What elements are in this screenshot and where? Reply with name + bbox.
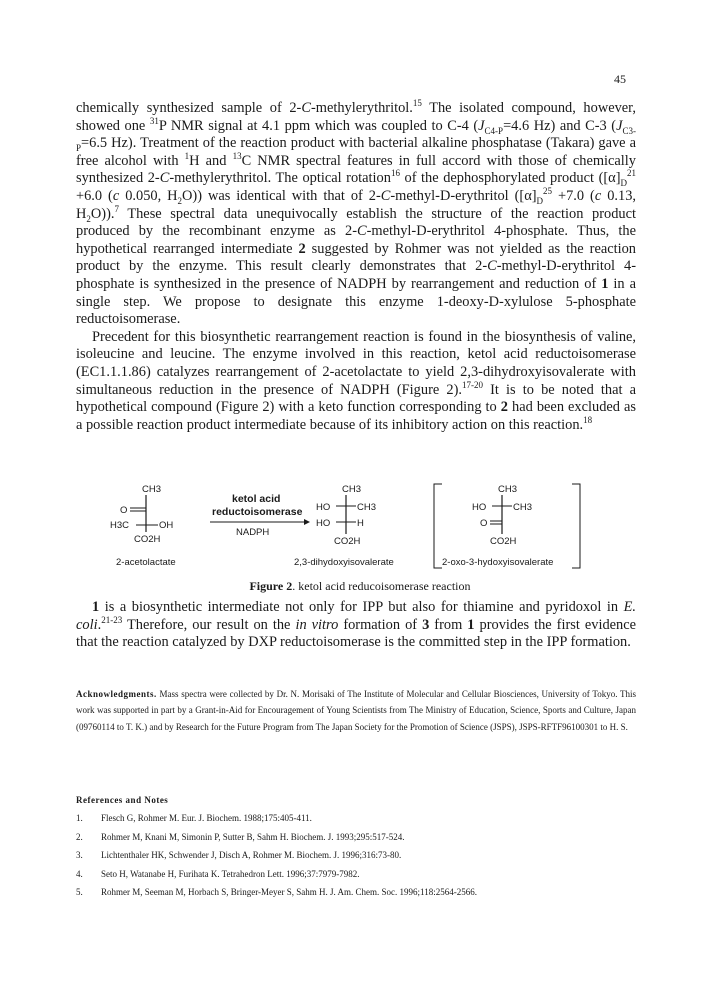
- reference-text: Flesch G, Rohmer M. Eur. J. Biochem. 1988;175:405-411.: [101, 813, 312, 823]
- reaction-scheme-svg: [110, 482, 594, 582]
- text-run: C: [357, 223, 367, 240]
- references-heading: References and Notes: [76, 795, 169, 805]
- label-o: O: [120, 505, 128, 516]
- reference-number: 4.: [76, 868, 83, 879]
- text-run: of the dephosphorylated product ([α]: [399, 170, 621, 187]
- label-ho: HO: [472, 502, 487, 513]
- text-run: O)) was identical with that of 2-: [182, 187, 381, 204]
- text-run: C: [380, 187, 391, 204]
- text-run: -methylerythritol. The optical rotation: [169, 170, 391, 187]
- subscript: D: [620, 178, 627, 189]
- text-run: formation of: [338, 616, 423, 633]
- compound-number: 2: [500, 399, 508, 416]
- compound-number: 3: [422, 616, 430, 633]
- text-run: -methylerythritol.: [310, 100, 413, 116]
- label-h3c: H3C: [110, 520, 130, 531]
- subscript: C4-P: [484, 125, 504, 136]
- label-co2h: CO2H: [134, 534, 161, 545]
- text-run: O)).: [90, 205, 115, 222]
- text-run: C: [301, 100, 311, 116]
- bracket-hypothetical: [434, 484, 580, 568]
- label-ch3-side: CH3: [357, 502, 377, 513]
- text-run: =6.5 Hz). Treatment of the reaction product with bacterial alkaline phosphatase (Takara) gave a free alcohol with: [76, 135, 636, 169]
- text-run: H and: [189, 152, 233, 169]
- reference-item: [76, 846, 636, 865]
- text-run: C NMR spectral features in full accord with those of chemically synthesized 2-: [76, 152, 636, 187]
- figure-caption: [0, 579, 720, 594]
- text-run: from: [429, 616, 468, 633]
- enzyme-name-line1: ketol acid: [232, 493, 281, 505]
- subscript: 2: [177, 195, 183, 206]
- enzyme-name-line2: reductoisomerase: [212, 506, 303, 518]
- figure-caption-text: . ketol acid reducoisomerase reaction: [292, 579, 471, 593]
- text-run: 0.13, H: [76, 187, 636, 222]
- text-run: Therefore, our result on the: [122, 616, 296, 633]
- label-o: O: [480, 518, 488, 529]
- reference-text: Seto H, Watanabe H, Furihata K. Tetrahedron Lett. 1996;37:7979-7982.: [101, 868, 360, 879]
- reference-text: Lichtenthaler HK, Schwender J, Disch A, Rohmer M. Biochem. J. 1996;316:73-80.: [101, 850, 402, 861]
- text-run: It is to be noted that a hypothetical compound (Figure 2) with a keto function corresponding to: [76, 381, 636, 416]
- acknowledgments-heading: Acknowledgments.: [76, 689, 157, 699]
- text-run: is a biosynthetic intermediate not only for IPP but also for thiamine and pyridoxol in: [99, 599, 624, 615]
- label-oh: OH: [159, 520, 174, 531]
- body-text-bottom: [76, 599, 636, 652]
- references: [76, 795, 636, 902]
- superscript: 1: [184, 150, 190, 161]
- text-run: suggested by Rohmer was not yielded as the reaction product by the enzyme. This result clearly demonstrates that 2-: [76, 240, 636, 275]
- label-h: H: [357, 518, 364, 529]
- text-run: The isolated compound, however, showed one: [76, 100, 636, 134]
- label-co2h: CO2H: [334, 536, 361, 547]
- superscript: 13: [232, 150, 242, 161]
- label-ho: HO: [316, 518, 331, 529]
- text-run: had been excluded as a possible reaction product intermediate because of its inhibitory action on this reaction.: [76, 399, 637, 433]
- compound-label-dihydroxyisovalerate: 2,3-dihydoxyisovalerate: [294, 557, 394, 568]
- acknowledgments: [76, 686, 636, 735]
- compound-label-acetolactate: 2-acetolactate: [116, 557, 176, 568]
- text-run: Precedent for this biosynthetic rearrangement reaction is found in the biosynthesis of valine, isoleucine and leucine. The enzyme involved in this reaction, ketol acid reductoisomerase (EC1.1.1.86) catalyzes rearrangement of 2-acetolactate to yield 2,3-dihydroxyisovalerate with simultaneous reduction in the presence of NADPH (Figure 2).: [76, 328, 636, 398]
- text-run: 0.050, H: [119, 187, 178, 204]
- reference-item: [76, 883, 636, 902]
- text-run: in vitro: [295, 616, 339, 633]
- text-run: -methyl-D-erythritol 4-phosphate is synthesized in the presence of NADPH by rearrangement and reduction of: [76, 258, 636, 292]
- cofactor-label: NADPH: [236, 527, 270, 538]
- compound-number: 2: [298, 240, 306, 257]
- paragraph-1: [76, 100, 636, 329]
- text-run: J: [616, 117, 623, 134]
- citation: 21-23: [101, 614, 123, 625]
- text-run: chemically synthesized sample of 2-: [76, 100, 302, 116]
- label-ch3-side: CH3: [513, 502, 533, 513]
- text-run: E. coli: [76, 599, 636, 633]
- bracket-left: [434, 484, 442, 568]
- label-ch3: CH3: [498, 484, 518, 495]
- subscript: 2: [86, 213, 91, 224]
- text-run: These spectral data unequivocally establish the structure of the reaction product produced by the recombinant enzyme as 2-: [76, 205, 636, 240]
- reference-number: 2.: [76, 831, 83, 842]
- bracket-right: [572, 484, 580, 568]
- text-run: +7.0 (: [552, 187, 595, 204]
- superscript: 31: [149, 115, 159, 126]
- reference-number: 3.: [76, 850, 83, 861]
- superscript: 21: [627, 168, 636, 179]
- text-run: C: [159, 170, 170, 187]
- body-text-top: [76, 100, 636, 434]
- label-co2h: CO2H: [490, 536, 517, 547]
- compound-number: 1: [92, 599, 100, 615]
- reference-item: [76, 828, 636, 847]
- citation: 16: [390, 168, 400, 179]
- reference-text: Rohmer M, Seeman M, Horbach S, Bringer-Meyer S, Sahm H. J. Am. Chem. Soc. 1996;118:2564-2566.: [101, 887, 477, 898]
- compound-number: 1: [467, 616, 475, 633]
- citation: 7: [114, 203, 119, 214]
- paragraph-2: [76, 329, 636, 435]
- structure-acetolactate: [110, 484, 173, 545]
- reference-item: [76, 865, 636, 884]
- text-run: .: [97, 616, 102, 633]
- structure-oxo-hydroxyisovalerate: [472, 484, 532, 547]
- compound-label-oxo-hydroxyisovalerate: 2-oxo-3-hydoxyisovalerate: [442, 557, 554, 568]
- text-run: -methyl-D-erythritol 4-phosphate. Thus, the hypothetical rearranged intermediate: [76, 223, 636, 257]
- structure-dihydroxyisovalerate: [316, 484, 376, 547]
- text-run: C: [487, 258, 497, 275]
- label-ch3: CH3: [342, 484, 362, 495]
- label-ch3: CH3: [142, 484, 162, 495]
- text-run: +6.0 (: [76, 187, 113, 204]
- reference-number: 5.: [76, 887, 83, 898]
- citation: 15: [412, 98, 422, 109]
- citation: 17-20: [461, 379, 483, 390]
- reaction-arrow-group: [210, 493, 310, 538]
- label-ho: HO: [316, 502, 331, 513]
- text-run: =4.6 Hz) and C-3 (: [503, 117, 617, 134]
- reference-text: Rohmer M, Knani M, Simonin P, Sutter B, Sahm H. Biochem. J. 1993;295:517-524.: [101, 831, 405, 842]
- reference-number: 1.: [76, 813, 83, 823]
- text-run: in a single step. We propose to designate this enzyme 1-deoxy-D-xylulose 5-phosphate reductoisomerase.: [76, 275, 636, 328]
- superscript: 25: [543, 186, 553, 197]
- text-run: provides the first evidence that the reaction catalyzed by DXP reductoisomerase is the committed step in the IPP formation.: [76, 616, 636, 651]
- acknowledgments-text: Mass spectra were collected by Dr. N. Morisaki of The Institute of Molecular and Cellular Biosciences, University of Tokyo. This work was supported in part by a Grant-in-Aid for Encouragement of Young Scientists from The Ministry of Education, Science, Sports and Culture, Japan (09760114 to T. K.) and by Research for the Future Program from The Japan Society for the Promotion of Science (JSPS), JSPS-RFTF96100301 to H. S.: [76, 689, 637, 732]
- reaction-scheme: [110, 482, 594, 582]
- text-run: c: [594, 187, 602, 204]
- page-number: 45: [614, 72, 626, 86]
- text-run: J: [478, 117, 485, 134]
- text-run: -methyl-D-erythritol ([α]: [390, 187, 537, 204]
- reference-item: [76, 809, 636, 828]
- text-run: P NMR signal at 4.1 ppm which was coupled to C-4 (: [158, 117, 479, 134]
- figure-label: Figure 2: [249, 579, 293, 593]
- subscript: D: [536, 195, 544, 206]
- subscript: C3-P: [76, 125, 636, 154]
- paragraph-3: [76, 599, 636, 652]
- citation: 18: [583, 414, 593, 425]
- compound-number: 1: [601, 275, 609, 292]
- text-run: c: [112, 187, 120, 204]
- arrowhead: [304, 519, 310, 525]
